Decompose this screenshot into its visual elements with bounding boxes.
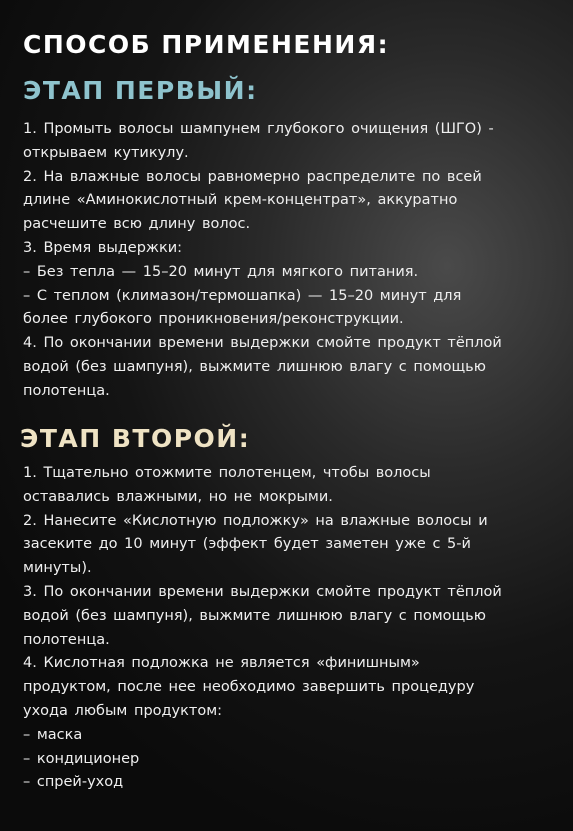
text-line: 3. По окончании времени выдержки смойте продукт тёплой [23, 583, 502, 600]
text-line: расчешите всю длину волос. [23, 216, 251, 233]
text-line: полотенца. [23, 631, 110, 648]
text-line: ухода любым продуктом: [23, 702, 223, 719]
text-line: 4. По окончании времени выдержки смойте продукт тёплой [23, 335, 502, 352]
text-line: – маска [23, 726, 83, 743]
text-line: оставались влажными, но не мокрыми. [23, 488, 333, 505]
stage-two-heading: ЭТАП ВТОРОЙ: [20, 424, 251, 453]
stage-one-text [23, 118, 553, 404]
text-line: – С теплом (климазон/термошапка) — 15–20 минут для [23, 287, 462, 304]
text-line: – Без тепла — 15–20 минут для мягкого питания. [23, 263, 419, 280]
text-line: 1. Тщательно отожмите полотенцем, чтобы волосы [23, 465, 431, 481]
text-line: открываем кутикулу. [23, 144, 189, 161]
page-title: СПОСОБ ПРИМЕНЕНИЯ: [23, 30, 390, 59]
text-line: 3. Время выдержки: [23, 239, 183, 256]
stage-two-text [23, 462, 553, 795]
text-line: 1. Промыть волосы шампунем глубокого очищения (ШГО) - [23, 121, 494, 137]
text-line: более глубокого проникновения/реконструкции. [23, 311, 404, 328]
text-line: – спрей-уход [23, 774, 124, 791]
text-line: продуктом, после нее необходимо завершить процедуру [23, 679, 475, 696]
text-line: полотенца. [23, 382, 110, 399]
text-line: 4. Кислотная подложка не является «финишным» [23, 655, 420, 672]
stage-one-heading: ЭТАП ПЕРВЫЙ: [23, 76, 258, 105]
text-line: водой (без шампуня), выжмите лишнюю влагу с помощью [23, 607, 486, 624]
text-line: длине «Аминокислотный крем-концентрат», аккуратно [23, 192, 458, 209]
text-line: – кондиционер [23, 750, 140, 767]
text-line: водой (без шампуня), выжмите лишнюю влагу с помощью [23, 358, 486, 375]
text-line: засеките до 10 минут (эффект будет заметен уже с 5-й [23, 536, 471, 553]
text-line: минуты). [23, 560, 92, 577]
text-line: 2. На влажные волосы равномерно распределите по всей [23, 168, 482, 185]
text-line: 2. Нанесите «Кислотную подложку» на влажные волосы и [23, 512, 488, 529]
